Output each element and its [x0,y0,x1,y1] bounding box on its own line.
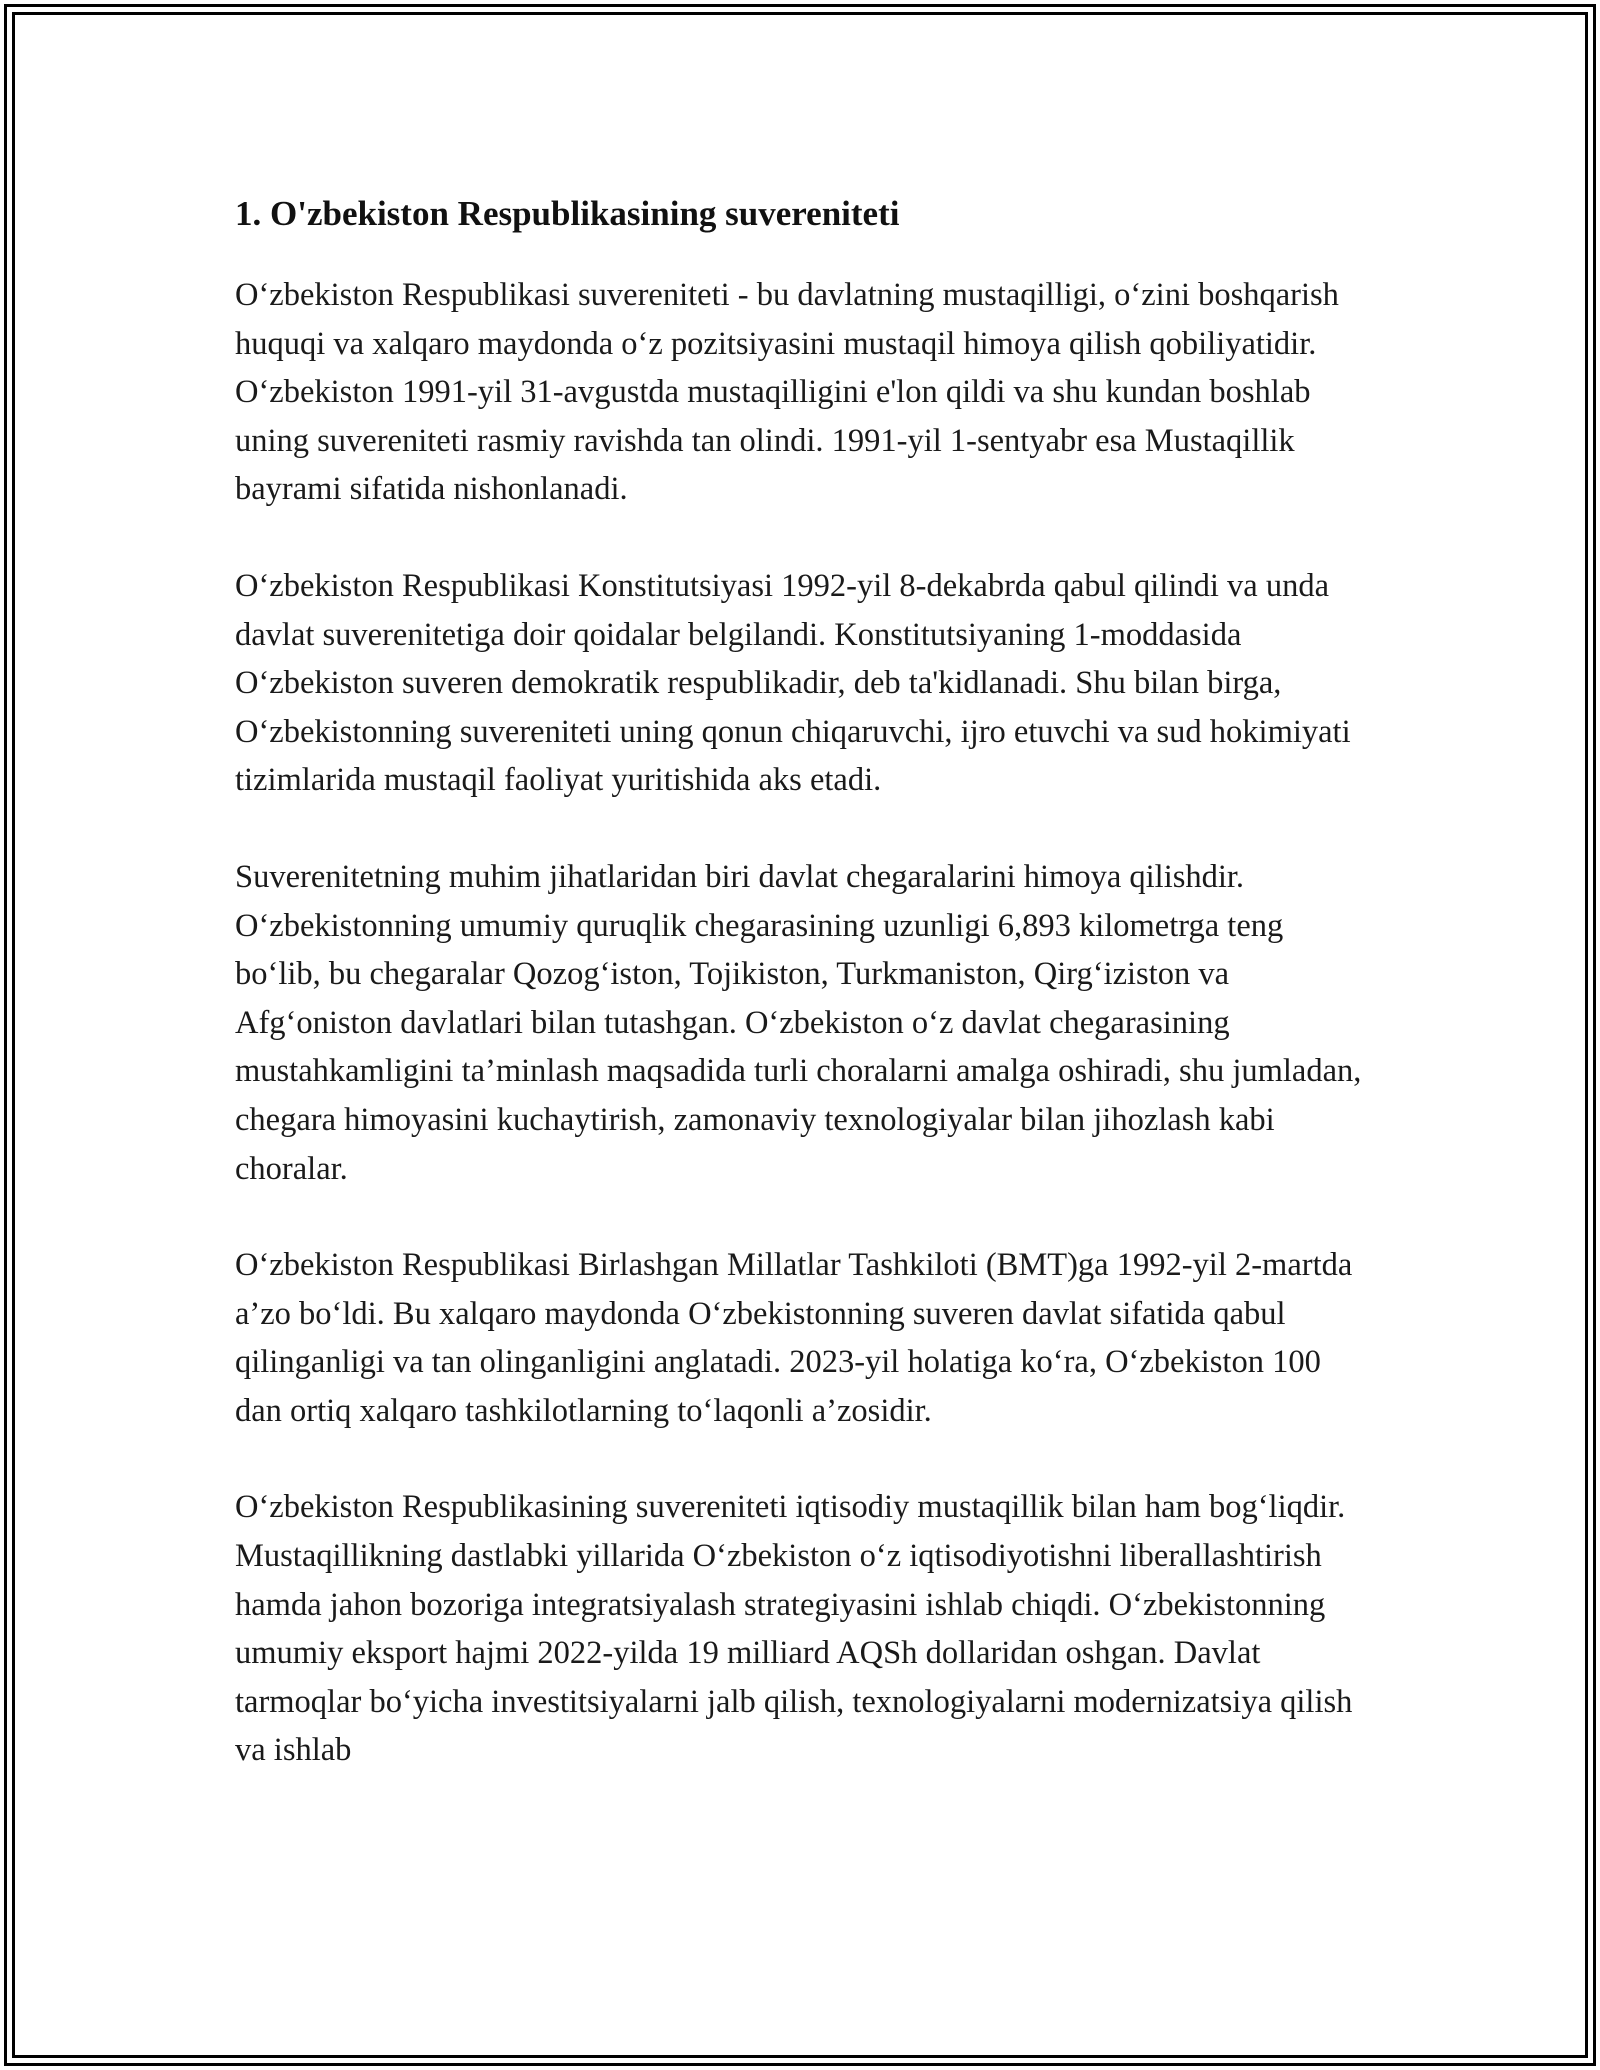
paragraph-un-membership: O‘zbekiston Respublikasi Birlashgan Millatlar Tashkiloti (BMT)ga 1992-yil 2-martda a’zo bo‘ldi. Bu xalqaro maydonda O‘zbekistonning suveren davlat sifatida qabul qilinganligi va tan olinganligini anglatadi. 2023-yil holatiga ko‘ra, O‘zbekiston 100 dan ortiq xalqaro tashkilotlarning to‘laqonli a’zosidir. [235,1247,1353,1429]
document-body [235,183,1375,1823]
paragraph-economic-independence: O‘zbekiston Respublikasining suvereniteti iqtisodiy mustaqillik bilan ham bog‘liqdir. Mustaqillikning dastlabki yillarida O‘zbekiston o‘z iqtisodiyotishni liberallashtirish hamda jahon bozoriga integratsiyalash strategiyasini ishlab chiqdi. O‘zbekistonning umumiy eksport hajmi 2022-yilda 19 milliard AQSh dollaridan oshgan. Davlat tarmoqlar bo‘yicha investitsiyalarni jalb qilish, texnologiyalarni modernizatsiya qilish va ishlab [235,1489,1353,1769]
paragraph-constitution: O‘zbekiston Respublikasi Konstitutsiyasi 1992-yil 8-dekabrda qabul qilindi va unda davlat suverenitetiga doir qoidalar belgilandi. Konstitutsiyaning 1-moddasida O‘zbekiston suveren demokratik respublikadir, deb ta'kidlanadi. Shu bilan birga, O‘zbekistonning suvereniteti uning qonun chiqaruvchi, ijro etuvchi va sud hokimiyati tizimlarida mustaqil faoliyat yuritishida aks etadi. [235,567,1351,799]
paragraph-sovereignty-definition: O‘zbekiston Respublikasi suvereniteti - bu davlatning mustaqilligi, o‘zini boshqarish huquqi va xalqaro maydonda o‘z pozitsiyasini mustaqil himoya qilish qobiliyatidir. O‘zbekiston 1991-yil 31-avgustda mustaqilligini e'lon qildi va shu kundan boshlab uning suvereniteti rasmiy ravishda tan olindi. 1991-yil 1-sentyabr esa Mustaqillik bayrami sifatida nishonlanadi. [235,277,1339,508]
section-title: 1. O'zbekiston Respublikasining suvereniteti [235,194,900,233]
paragraph-borders: Suverenitetning muhim jihatlaridan biri davlat chegaralarini himoya qilishdir. O‘zbekistonning umumiy quruqlik chegarasining uzunligi 6,893 kilometrga teng bo‘lib, bu chegaralar Qozog‘iston, Tojikiston, Turkmaniston, Qirg‘iziston va Afg‘oniston davlatlari bilan tutashgan. O‘zbekiston o‘z davlat chegarasining mustahkamligini ta’minlash maqsadida turli choralarni amalga oshiradi, shu jumladan, chegara himoyasini kuchaytirish, zamonaviy texnologiyalar bilan jihozlash kabi choralar. [235,858,1362,1187]
